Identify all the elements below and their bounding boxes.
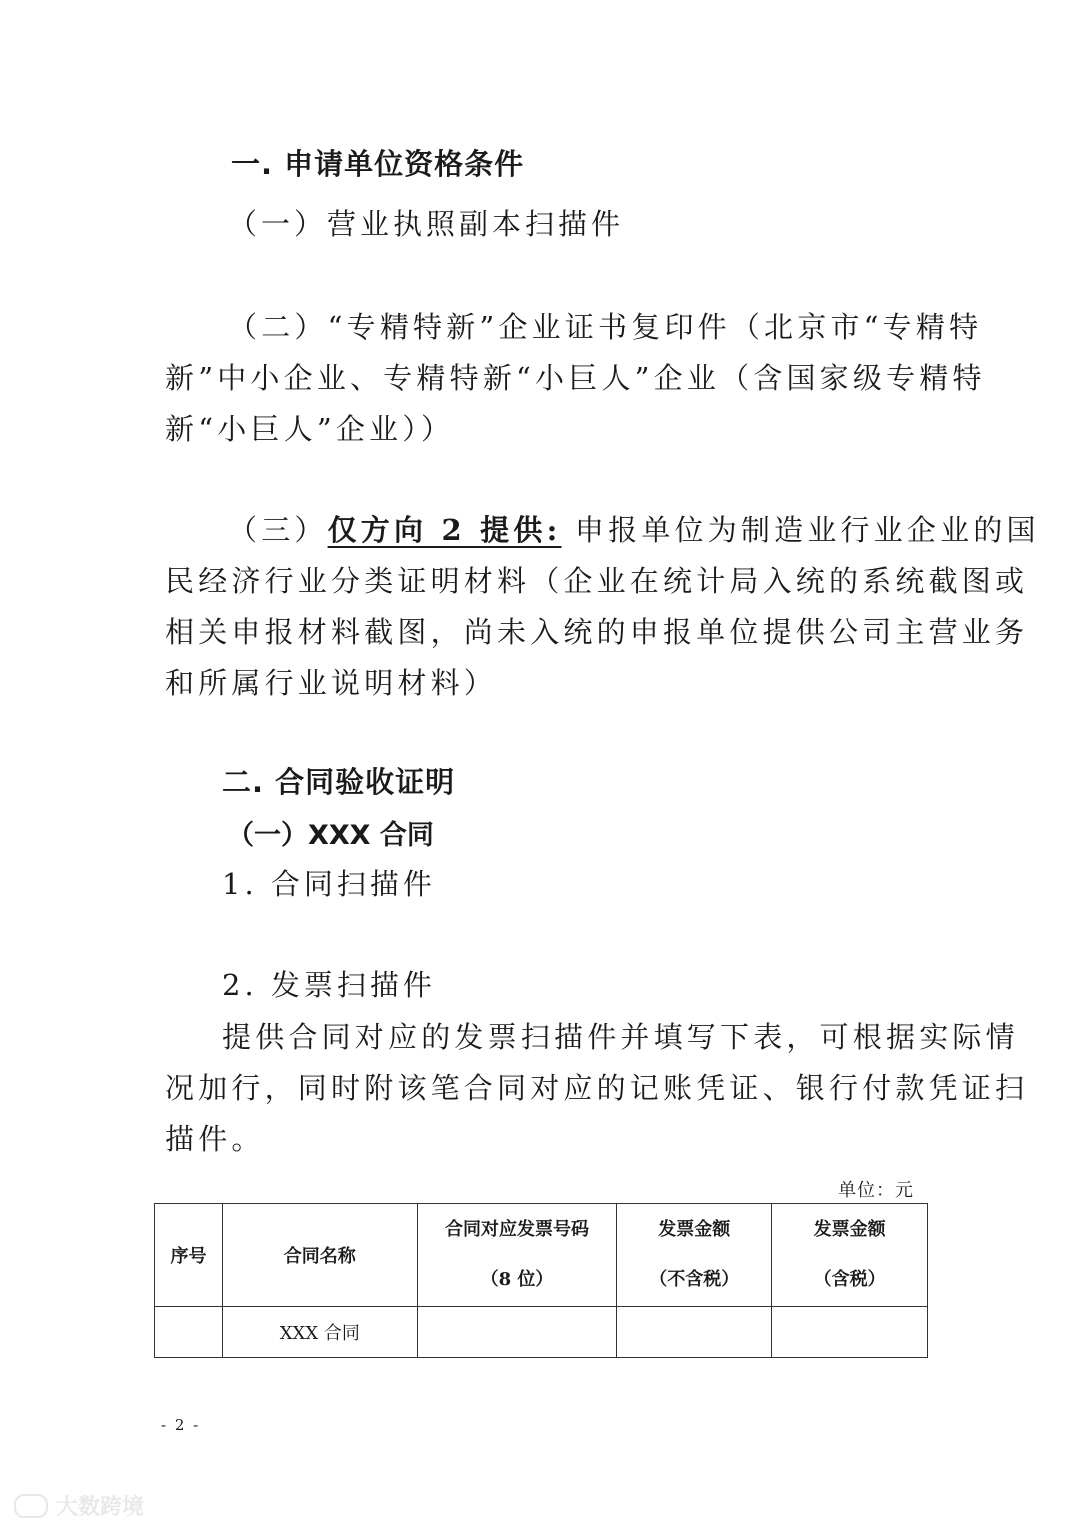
watermark-text: 大数跨境: [56, 1495, 145, 1520]
section1-item3-emphasis: 仅方向 2 提供:: [327, 513, 562, 547]
section1-item3-line2: 民经济行业分类证明材料（企业在统计局入统的系统截图或: [165, 564, 1029, 598]
header-amount-incl-tax: 发票金额 （含税）: [772, 1204, 928, 1307]
section1-title: 一. 申请单位资格条件: [231, 147, 525, 181]
section1-item2-line2: 新”中小企业、专精特新“小巨人”企业（含国家级专精特: [165, 361, 986, 395]
watermark: [14, 1490, 144, 1521]
section1-item1: （一）营业执照副本扫描件: [228, 207, 625, 241]
section1-item3-line1-rest: 申报单位为制造业行业企业的国: [561, 513, 1040, 547]
section2-title: 二. 合同验收证明: [222, 765, 456, 799]
section1-item3-line4: 和所属行业说明材料）: [165, 666, 498, 700]
section1-item3-line1: [228, 508, 1040, 549]
table-cell: XXX 合同: [222, 1307, 417, 1358]
table-cell: [772, 1307, 928, 1358]
table-cell: [417, 1307, 617, 1358]
table-cell: [155, 1307, 223, 1358]
watermark-logo-icon: [14, 1494, 48, 1518]
unit-label: 单位：元: [838, 1180, 914, 1201]
section2-desc-line3: 描件。: [165, 1122, 265, 1156]
header-invoice-number: 合同对应发票号码 （8 位）: [417, 1204, 617, 1307]
table-header-row: [155, 1204, 928, 1307]
section2-subtitle: （一）XXX 合同: [227, 820, 434, 851]
section1-item2-line3: 新“小巨人”企业））: [165, 412, 455, 446]
section2-desc-line1: 提供合同对应的发票扫描件并填写下表，可根据实际情: [222, 1020, 1019, 1054]
section2-item1: 1. 合同扫描件: [222, 867, 436, 901]
section2-item2: 2. 发票扫描件: [222, 968, 436, 1002]
header-contract-name: 合同名称: [222, 1204, 417, 1307]
table-row: [155, 1307, 928, 1358]
section1-item3-line3: 相关申报材料截图，尚未入统的申报单位提供公司主营业务: [165, 615, 1029, 649]
section1-item3-prefix: （三）: [228, 513, 328, 547]
section1-item2-line1: （二）“专精特新”企业证书复印件（北京市“专精特: [228, 310, 983, 344]
section2-desc-line2: 况加行，同时附该笔合同对应的记账凭证、银行付款凭证扫: [165, 1071, 1029, 1105]
invoice-table: [154, 1203, 928, 1358]
header-amount-excl-tax: 发票金额 （不含税）: [617, 1204, 772, 1307]
header-index: 序号: [155, 1204, 223, 1307]
page-number: - 2 -: [161, 1416, 201, 1434]
table-cell: [617, 1307, 772, 1358]
